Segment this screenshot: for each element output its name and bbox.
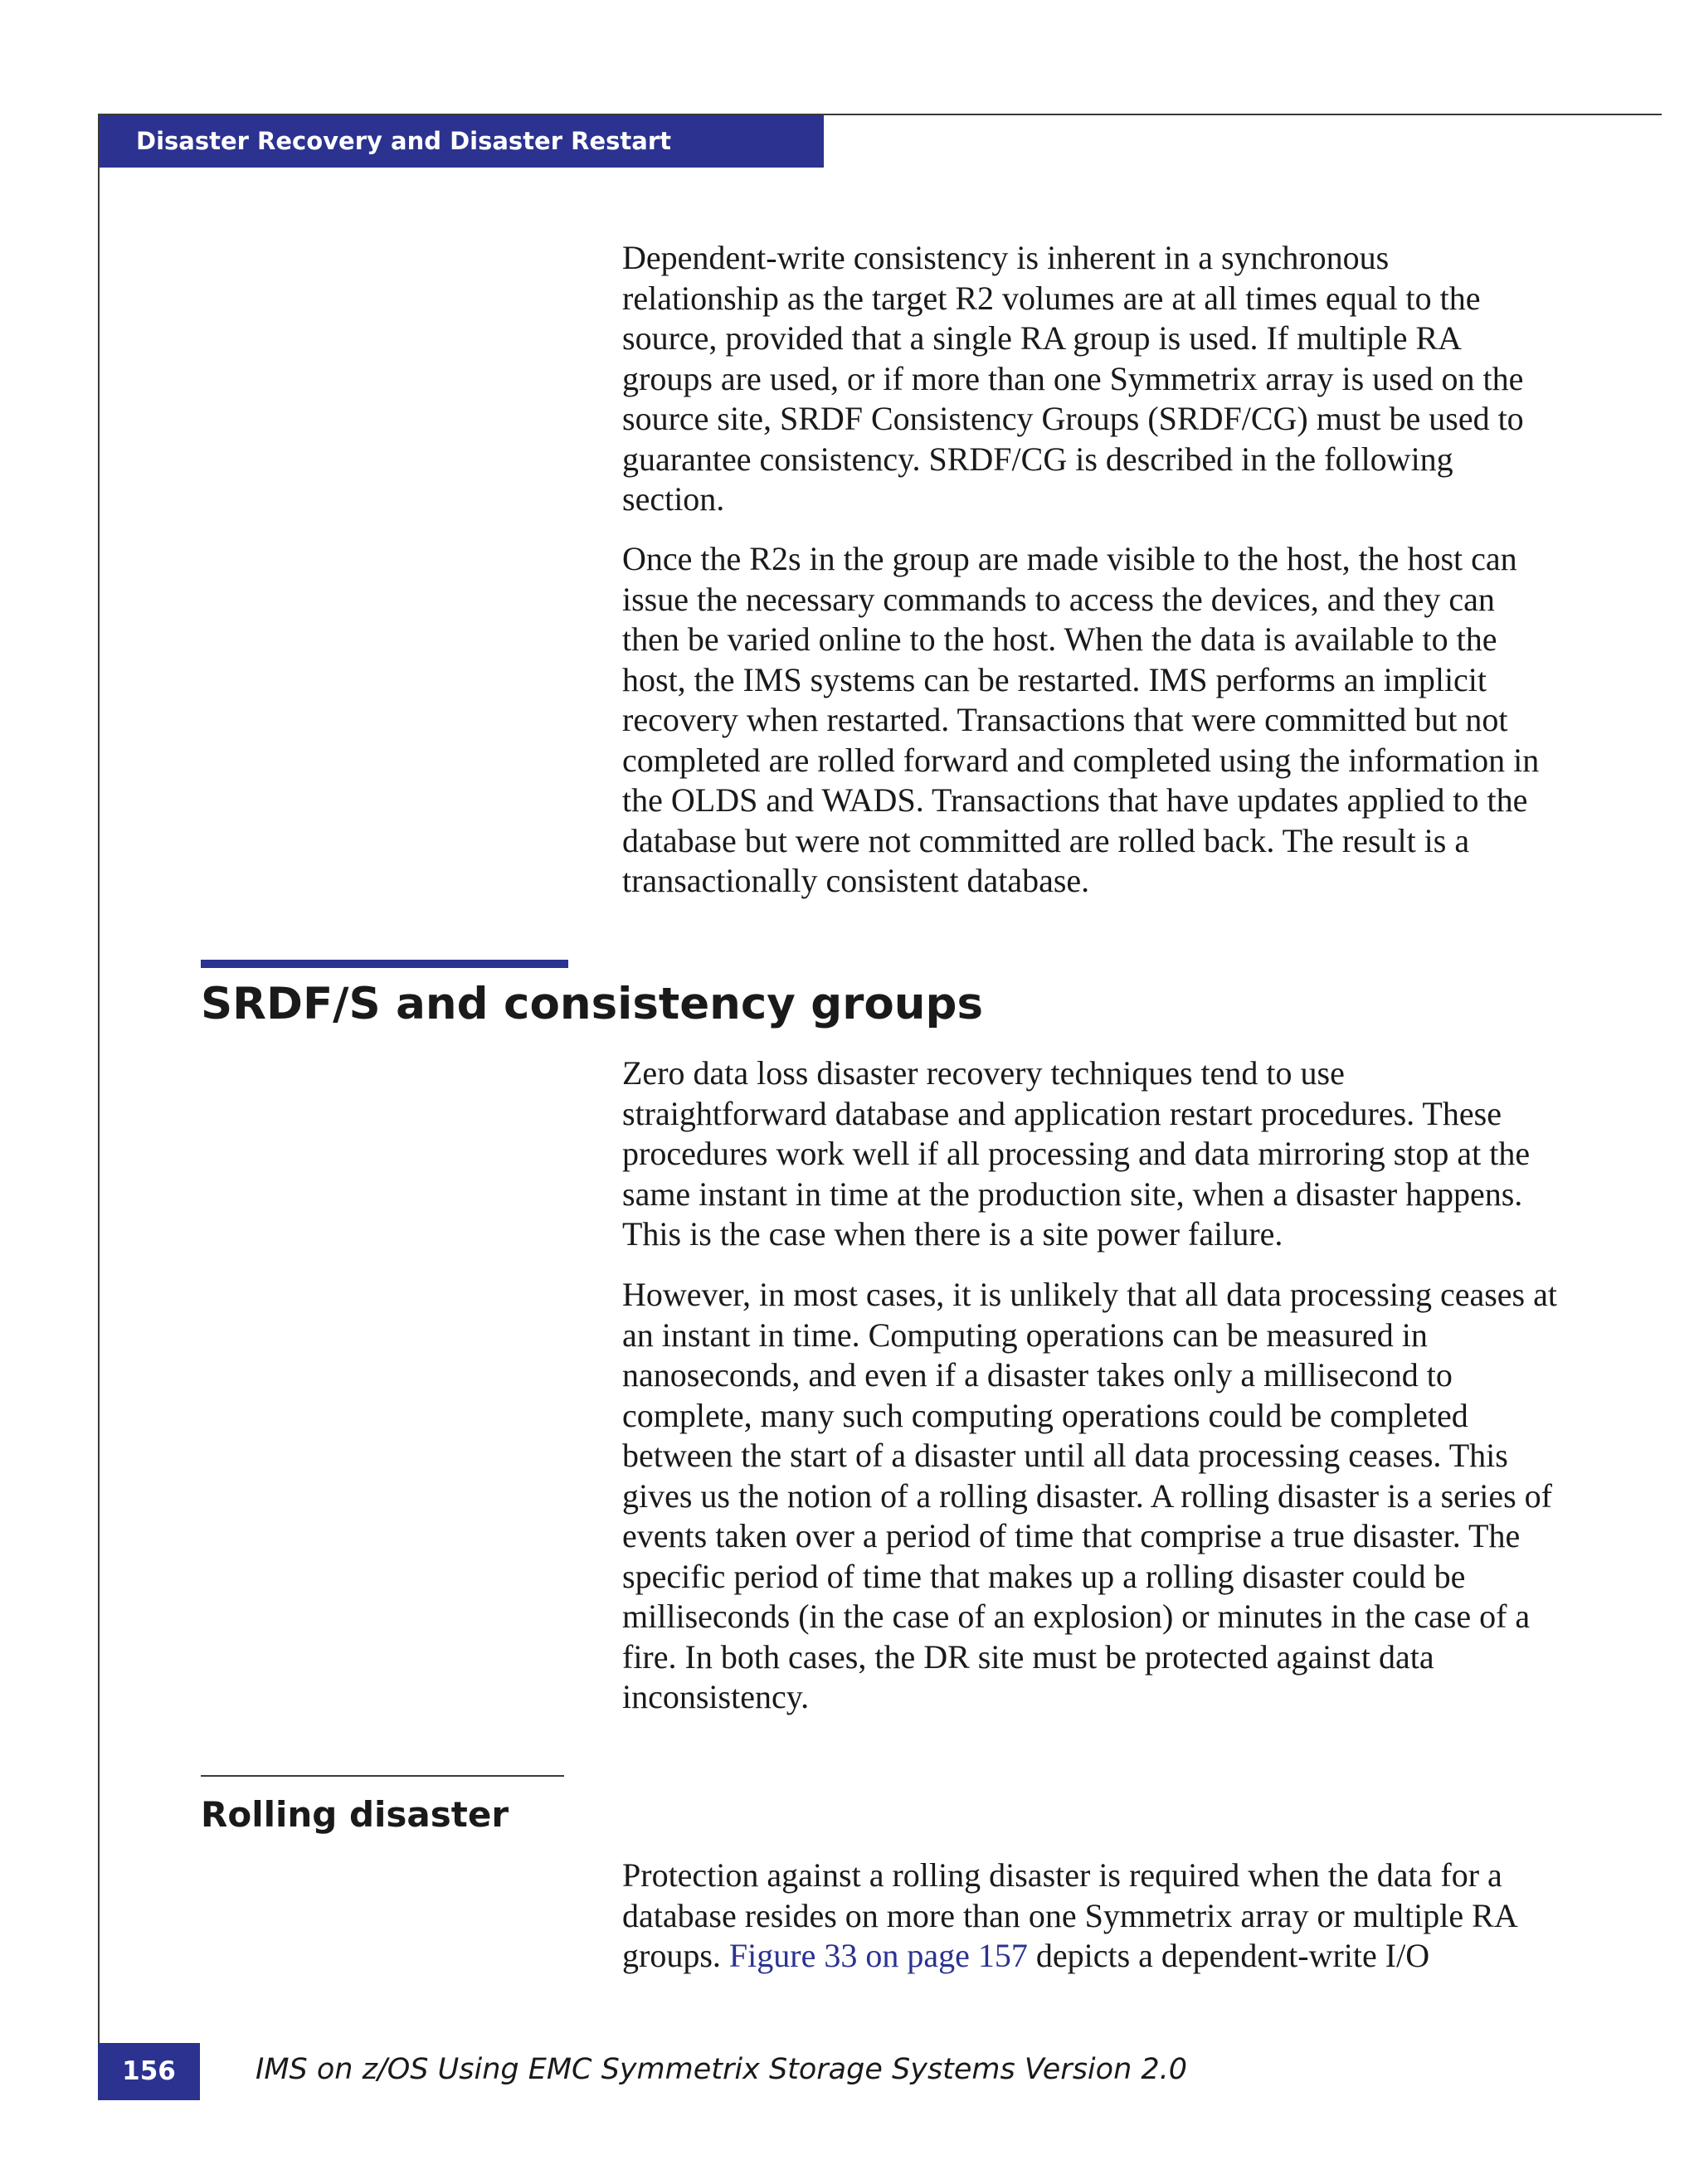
text-line: then be varied online to the host. When the data is available to the [622,620,1497,658]
text-line: Protection against a rolling disaster is required when the data for a [622,1856,1502,1894]
subsection-heading: Rolling disaster [201,1794,509,1835]
text-line: gives us the notion of a rolling disaster. A rolling disaster is a series of [622,1476,1552,1515]
text-line: host, the IMS systems can be restarted. IMS performs an implicit [622,660,1487,698]
paragraph-r2s-visible [622,539,1659,902]
text-line: issue the necessary commands to access the devices, and they can [622,580,1495,618]
text-line: between the start of a disaster until all data processing ceases. This [622,1437,1508,1474]
text-line: source site, SRDF Consistency Groups (SRDF/CG) must be used to [622,400,1524,437]
text-line: Zero data loss disaster recovery techniques tend to use [622,1054,1345,1092]
text-line: nanoseconds, and even if a disaster takes only a millisecond to [622,1356,1453,1394]
left-margin-rule [98,115,100,2100]
text-line-with-link [622,1936,1659,1977]
paragraph-rolling-protection [622,1856,1659,1977]
text-line: specific period of time that makes up a rolling disaster could be [622,1557,1466,1595]
section-heading-rule [201,960,568,968]
chapter-header: Disaster Recovery and Disaster Restart [98,115,824,168]
text-line: Once the R2s in the group are made visible to the host, the host can [622,540,1517,577]
subsection-heading-rule [201,1775,564,1777]
text-line: database resides on more than one Symmetrix array or multiple RA [622,1896,1518,1934]
text-fragment: groups. [622,1937,729,1974]
text-line: recovery when restarted. Transactions that were committed but not [622,701,1508,738]
text-line: This is the case when there is a site power failure. [622,1215,1283,1253]
text-line: transactionally consistent database. [622,862,1090,899]
text-line: completed are rolled forward and completed using the information in [622,741,1540,779]
text-line: section. [622,480,725,518]
paragraph-dependent-write [622,238,1659,520]
paragraph-zero-data-loss [622,1053,1659,1255]
page-number: 156 [98,2043,200,2100]
text-line: the OLDS and WADS. Transactions that have updates applied to the [622,781,1528,819]
paragraph-rolling-notion [622,1275,1659,1718]
text-line: straightforward database and application restart procedures. These [622,1094,1502,1132]
text-line: milliseconds (in the case of an explosion) or minutes in the case of a [622,1598,1531,1635]
section-heading: SRDF/S and consistency groups [201,979,984,1029]
text-line: database but were not committed are rolled back. The result is a [622,821,1470,859]
text-line: However, in most cases, it is unlikely that all data processing ceases at [622,1276,1557,1313]
text-line: an instant in time. Computing operations can be measured in [622,1316,1428,1354]
figure-cross-reference-link[interactable]: Figure 33 on page 157 [728,1937,1028,1974]
text-line: fire. In both cases, the DR site must be protected against data [622,1637,1434,1676]
text-line: procedures work well if all processing and data mirroring stop at the [622,1135,1531,1172]
text-line: same instant in time at the production site, when a disaster happens. [622,1175,1523,1213]
footer-document-title: IMS on z/OS Using EMC Symmetrix Storage Systems Version 2.0 [256,2053,1188,2086]
text-fragment: depicts a dependent-write I/O [1027,1937,1430,1974]
text-line: events taken over a period of time that comprise a true disaster. The [622,1517,1521,1554]
text-line: Dependent-write consistency is inherent in a synchronous [622,239,1390,276]
text-line: relationship as the target R2 volumes are at all times equal to the [622,279,1481,317]
text-line: groups are used, or if more than one Symmetrix array is used on the [622,359,1524,397]
text-line: source, provided that a single RA group is used. If multiple RA [622,319,1463,357]
text-line: inconsistency. [622,1678,810,1715]
text-line: complete, many such computing operations could be completed [622,1396,1468,1434]
text-line: guarantee consistency. SRDF/CG is described in the following [622,440,1453,478]
